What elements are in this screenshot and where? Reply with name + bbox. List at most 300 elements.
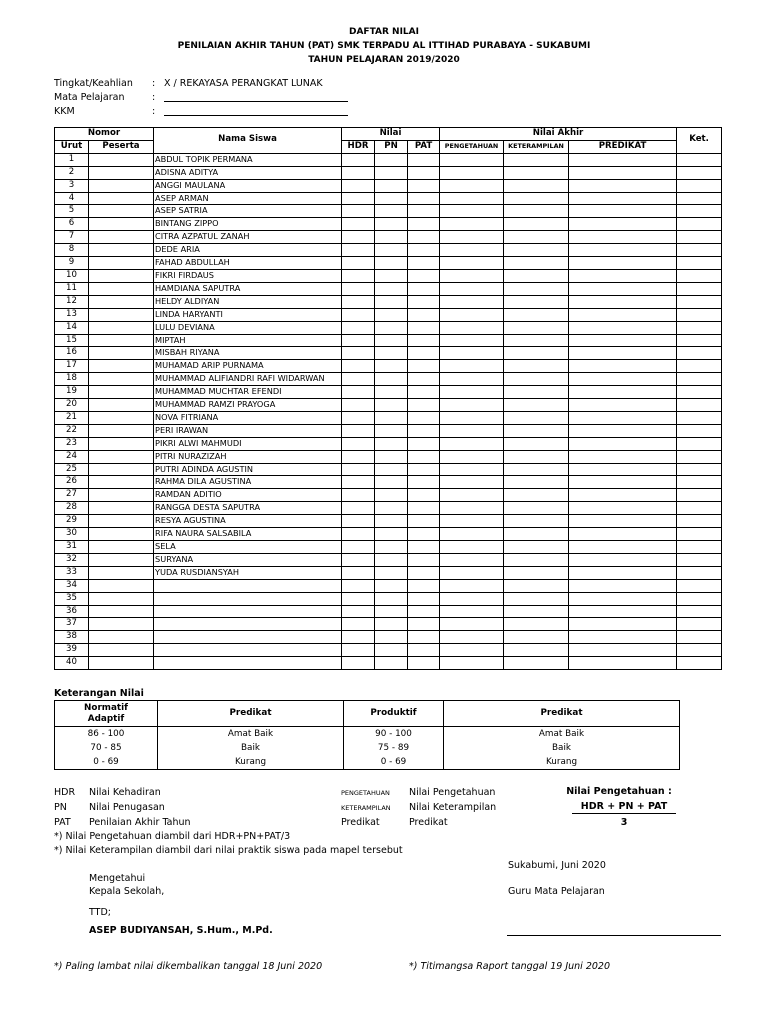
keterangan-row <box>55 755 680 770</box>
footer-note-left: *) Paling lambat nilai dikembalikan tanggal 18 Juni 2020 <box>54 961 323 972</box>
pat-cell <box>408 334 440 347</box>
peserta-cell <box>89 231 154 244</box>
pat-cell <box>408 257 440 270</box>
peserta-cell <box>89 334 154 347</box>
produktif-predikat: Kurang <box>444 755 680 770</box>
table-row <box>55 437 722 450</box>
urut-cell: 14 <box>55 321 89 334</box>
info-tingkat <box>54 78 354 90</box>
predikat-cell <box>569 450 677 463</box>
peserta-cell <box>89 411 154 424</box>
nama-siswa-cell: NOVA FITRIANA <box>154 411 342 424</box>
pn-cell <box>375 657 408 670</box>
pn-cell <box>375 566 408 579</box>
nama-siswa-cell: YUDA RUSDIANSYAH <box>154 566 342 579</box>
nama-siswa-cell: RANGGA DESTA SAPUTRA <box>154 502 342 515</box>
nama-siswa-cell: SELA <box>154 541 342 554</box>
hdr-cell <box>342 166 375 179</box>
predikat-cell <box>569 566 677 579</box>
pat-cell <box>408 566 440 579</box>
hdr-cell <box>342 605 375 618</box>
nama-siswa-cell: ASEP ARMAN <box>154 192 342 205</box>
pengetahuan-cell <box>440 166 504 179</box>
keterampilan-cell <box>504 424 569 437</box>
urut-cell: 23 <box>55 437 89 450</box>
peserta-cell <box>89 321 154 334</box>
normatif-predikat: Kurang <box>158 755 344 770</box>
predikat-cell <box>569 592 677 605</box>
peserta-cell <box>89 657 154 670</box>
ket-cell <box>677 399 722 412</box>
ket-cell <box>677 269 722 282</box>
keterampilan-cell <box>504 153 569 166</box>
pat-cell <box>408 450 440 463</box>
ket-header-predikat: Predikat <box>158 701 344 727</box>
peserta-cell <box>89 153 154 166</box>
urut-cell: 27 <box>55 489 89 502</box>
urut-cell: 10 <box>55 269 89 282</box>
pn-cell <box>375 463 408 476</box>
predikat-cell <box>569 373 677 386</box>
header-keterampilan: KETERAMPILAN <box>504 140 569 153</box>
hdr-cell <box>342 515 375 528</box>
pengetahuan-cell <box>440 347 504 360</box>
legend-pn-text: Nilai Penugasan <box>89 802 165 813</box>
keterampilan-cell <box>504 605 569 618</box>
grade-table <box>54 127 722 670</box>
peserta-cell <box>89 179 154 192</box>
table-row <box>55 179 722 192</box>
urut-cell: 7 <box>55 231 89 244</box>
ket-cell <box>677 605 722 618</box>
pengetahuan-cell <box>440 231 504 244</box>
table-row <box>55 244 722 257</box>
normatif-range: 70 - 85 <box>55 741 158 755</box>
keterampilan-cell <box>504 644 569 657</box>
ket-cell <box>677 579 722 592</box>
kkm-label: KKM <box>54 106 75 117</box>
pat-cell <box>408 411 440 424</box>
urut-cell: 6 <box>55 218 89 231</box>
keterampilan-cell <box>504 308 569 321</box>
header-pat: PAT <box>408 140 440 153</box>
teacher-signature-line <box>507 935 721 936</box>
ket-cell <box>677 257 722 270</box>
peserta-cell <box>89 295 154 308</box>
nama-siswa-cell: MUHAMMAD ALIFIANDRI RAFI WIDARWAN <box>154 373 342 386</box>
pn-cell <box>375 450 408 463</box>
ket-cell <box>677 489 722 502</box>
peserta-cell <box>89 502 154 515</box>
pn-cell <box>375 424 408 437</box>
header-nilai: Nilai <box>342 128 440 141</box>
predikat-cell <box>569 411 677 424</box>
pengetahuan-cell <box>440 321 504 334</box>
keterangan-table <box>54 700 680 770</box>
nama-siswa-cell: MISBAH RIYANA <box>154 347 342 360</box>
peserta-cell <box>89 347 154 360</box>
hdr-cell <box>342 282 375 295</box>
pn-cell <box>375 257 408 270</box>
table-row <box>55 411 722 424</box>
urut-cell: 3 <box>55 179 89 192</box>
header-nama-siswa: Nama Siswa <box>154 128 342 154</box>
legend-pat-text: Penilaian Akhir Tahun <box>89 817 191 828</box>
predikat-cell <box>569 631 677 644</box>
pengetahuan-cell <box>440 373 504 386</box>
peserta-cell <box>89 579 154 592</box>
hdr-cell <box>342 386 375 399</box>
peserta-cell <box>89 476 154 489</box>
ttd-label: TTD; <box>89 907 111 918</box>
pat-cell <box>408 605 440 618</box>
hdr-cell <box>342 153 375 166</box>
pengetahuan-cell <box>440 257 504 270</box>
header-peserta: Peserta <box>89 140 154 153</box>
nama-siswa-cell: CITRA AZPATUL ZANAH <box>154 231 342 244</box>
peserta-cell <box>89 360 154 373</box>
urut-cell: 17 <box>55 360 89 373</box>
pat-cell <box>408 269 440 282</box>
pengetahuan-cell <box>440 592 504 605</box>
peserta-cell <box>89 373 154 386</box>
ket-cell <box>677 308 722 321</box>
pengetahuan-cell <box>440 476 504 489</box>
pat-cell <box>408 231 440 244</box>
pn-cell <box>375 515 408 528</box>
hdr-cell <box>342 489 375 502</box>
footer-note-right: *) Titimangsa Raport tanggal 19 Juni 2020 <box>409 961 611 972</box>
pn-cell <box>375 411 408 424</box>
pn-cell <box>375 644 408 657</box>
ket-cell <box>677 347 722 360</box>
predikat-cell <box>569 644 677 657</box>
place-date: Sukabumi, Juni 2020 <box>508 860 606 871</box>
urut-cell: 9 <box>55 257 89 270</box>
pengetahuan-cell <box>440 553 504 566</box>
table-row <box>55 541 722 554</box>
table-row <box>55 373 722 386</box>
keterampilan-cell <box>504 295 569 308</box>
hdr-cell <box>342 528 375 541</box>
legend-pred-text: Predikat <box>409 817 448 828</box>
pengetahuan-cell <box>440 308 504 321</box>
ket-cell <box>677 373 722 386</box>
pat-cell <box>408 476 440 489</box>
table-row <box>55 218 722 231</box>
header-hdr: HDR <box>342 140 375 153</box>
urut-cell: 15 <box>55 334 89 347</box>
ket-header-normatif <box>55 701 158 727</box>
table-row <box>55 450 722 463</box>
pn-cell <box>375 605 408 618</box>
ket-cell <box>677 553 722 566</box>
ket-cell <box>677 592 722 605</box>
pengetahuan-cell <box>440 631 504 644</box>
peserta-cell <box>89 437 154 450</box>
pn-cell <box>375 373 408 386</box>
pat-cell <box>408 424 440 437</box>
pat-cell <box>408 218 440 231</box>
keterampilan-cell <box>504 463 569 476</box>
urut-cell: 28 <box>55 502 89 515</box>
pat-cell <box>408 347 440 360</box>
predikat-cell <box>569 424 677 437</box>
ket-cell <box>677 244 722 257</box>
table-row <box>55 644 722 657</box>
ket-cell <box>677 515 722 528</box>
urut-cell: 22 <box>55 424 89 437</box>
predikat-cell <box>569 386 677 399</box>
urut-cell: 24 <box>55 450 89 463</box>
pengetahuan-cell <box>440 541 504 554</box>
normatif-predikat: Baik <box>158 741 344 755</box>
table-row <box>55 424 722 437</box>
keterampilan-cell <box>504 373 569 386</box>
keterampilan-cell <box>504 257 569 270</box>
info-kkm <box>54 106 354 118</box>
nama-siswa-cell: RAHMA DILA AGUSTINA <box>154 476 342 489</box>
pengetahuan-cell <box>440 437 504 450</box>
table-row <box>55 463 722 476</box>
urut-cell: 32 <box>55 553 89 566</box>
nama-siswa-cell: SURYANA <box>154 553 342 566</box>
nama-siswa-cell <box>154 644 342 657</box>
header-pengetahuan: PENGETAHUAN <box>440 140 504 153</box>
ket-header-normatif-line1: Normatif <box>84 702 128 713</box>
keterampilan-cell <box>504 321 569 334</box>
kkm-blank-line <box>164 115 348 116</box>
pengetahuan-cell <box>440 644 504 657</box>
pat-cell <box>408 399 440 412</box>
keterampilan-cell <box>504 553 569 566</box>
urut-cell: 11 <box>55 282 89 295</box>
ket-cell <box>677 463 722 476</box>
principal-name: ASEP BUDIYANSAH, S.Hum., M.Pd. <box>89 925 273 936</box>
pat-cell <box>408 321 440 334</box>
predikat-cell <box>569 657 677 670</box>
table-row <box>55 257 722 270</box>
hdr-cell <box>342 502 375 515</box>
nama-siswa-cell: LINDA HARYANTI <box>154 308 342 321</box>
legend-pred-abbr: Predikat <box>341 817 380 828</box>
pat-cell <box>408 308 440 321</box>
table-row <box>55 618 722 631</box>
table-row <box>55 528 722 541</box>
nama-siswa-cell: MUHAMMAD MUCHTAR EFENDI <box>154 386 342 399</box>
urut-cell: 1 <box>55 153 89 166</box>
hdr-cell <box>342 269 375 282</box>
keterampilan-cell <box>504 192 569 205</box>
formula-denominator: 3 <box>620 817 628 828</box>
peserta-cell <box>89 244 154 257</box>
ket-cell <box>677 282 722 295</box>
predikat-cell <box>569 399 677 412</box>
formula-title: Nilai Pengetahuan : <box>566 786 672 797</box>
keterampilan-cell <box>504 566 569 579</box>
hdr-cell <box>342 244 375 257</box>
peserta-cell <box>89 257 154 270</box>
predikat-cell <box>569 295 677 308</box>
normatif-predikat: Amat Baik <box>158 727 344 742</box>
keterangan-row <box>55 741 680 755</box>
ket-header-predikat-2: Predikat <box>444 701 680 727</box>
keterangan-body <box>55 727 680 770</box>
urut-cell: 39 <box>55 644 89 657</box>
grade-table-body <box>55 153 722 669</box>
normatif-range: 0 - 69 <box>55 755 158 770</box>
nama-siswa-cell <box>154 592 342 605</box>
keterampilan-cell <box>504 489 569 502</box>
ket-cell <box>677 657 722 670</box>
urut-cell: 35 <box>55 592 89 605</box>
predikat-cell <box>569 605 677 618</box>
nama-siswa-cell: ADISNA ADITYA <box>154 166 342 179</box>
ket-cell <box>677 360 722 373</box>
pengetahuan-cell <box>440 386 504 399</box>
pengetahuan-cell <box>440 515 504 528</box>
pat-cell <box>408 386 440 399</box>
pat-cell <box>408 631 440 644</box>
hdr-cell <box>342 437 375 450</box>
peserta-cell <box>89 618 154 631</box>
pengetahuan-cell <box>440 411 504 424</box>
urut-cell: 18 <box>55 373 89 386</box>
peserta-cell <box>89 553 154 566</box>
table-row <box>55 553 722 566</box>
nama-siswa-cell: MIPTAH <box>154 334 342 347</box>
pat-cell <box>408 463 440 476</box>
legend-ket-abbr: KETERAMPILAN <box>341 804 391 812</box>
ket-cell <box>677 231 722 244</box>
pat-cell <box>408 528 440 541</box>
nama-siswa-cell: HELDY ALDIYAN <box>154 295 342 308</box>
hdr-cell <box>342 295 375 308</box>
keterampilan-cell <box>504 541 569 554</box>
table-row <box>55 399 722 412</box>
colon: : <box>152 92 156 103</box>
pn-cell <box>375 321 408 334</box>
peserta-cell <box>89 192 154 205</box>
pn-cell <box>375 553 408 566</box>
pengetahuan-cell <box>440 566 504 579</box>
nama-siswa-cell: LULU DEVIANA <box>154 321 342 334</box>
predikat-cell <box>569 231 677 244</box>
hdr-cell <box>342 411 375 424</box>
predikat-cell <box>569 476 677 489</box>
pn-cell <box>375 192 408 205</box>
hdr-cell <box>342 360 375 373</box>
predikat-cell <box>569 282 677 295</box>
pengetahuan-cell <box>440 218 504 231</box>
keterampilan-cell <box>504 244 569 257</box>
predikat-cell <box>569 269 677 282</box>
pat-cell <box>408 295 440 308</box>
peserta-cell <box>89 450 154 463</box>
predikat-cell <box>569 257 677 270</box>
predikat-cell <box>569 553 677 566</box>
produktif-range: 0 - 69 <box>344 755 444 770</box>
urut-cell: 38 <box>55 631 89 644</box>
ket-cell <box>677 386 722 399</box>
keterampilan-cell <box>504 579 569 592</box>
note-pengetahuan: *) Nilai Pengetahuan diambil dari HDR+PN+PAT/3 <box>54 831 291 842</box>
nama-siswa-cell: PUTRI ADINDA AGUSTIN <box>154 463 342 476</box>
urut-cell: 19 <box>55 386 89 399</box>
hdr-cell <box>342 424 375 437</box>
table-row <box>55 386 722 399</box>
peserta-cell <box>89 166 154 179</box>
nama-siswa-cell: DEDE ARIA <box>154 244 342 257</box>
predikat-cell <box>569 153 677 166</box>
nama-siswa-cell <box>154 618 342 631</box>
keterampilan-cell <box>504 502 569 515</box>
legend-hdr-abbr: HDR <box>54 787 76 798</box>
ket-header-produktif: Produktif <box>344 701 444 727</box>
pat-cell <box>408 179 440 192</box>
pn-cell <box>375 347 408 360</box>
ket-cell <box>677 321 722 334</box>
ket-cell <box>677 192 722 205</box>
peserta-cell <box>89 566 154 579</box>
ket-cell <box>677 566 722 579</box>
predikat-cell <box>569 618 677 631</box>
hdr-cell <box>342 308 375 321</box>
nama-siswa-cell: FAHAD ABDULLAH <box>154 257 342 270</box>
pengetahuan-cell <box>440 579 504 592</box>
hdr-cell <box>342 192 375 205</box>
table-row <box>55 153 722 166</box>
keterampilan-cell <box>504 334 569 347</box>
table-row <box>55 476 722 489</box>
nama-siswa-cell <box>154 579 342 592</box>
urut-cell: 26 <box>55 476 89 489</box>
nama-siswa-cell: RESYA AGUSTINA <box>154 515 342 528</box>
legend-pat-abbr: PAT <box>54 817 71 828</box>
pn-cell <box>375 618 408 631</box>
nama-siswa-cell: HAMDIANA SAPUTRA <box>154 282 342 295</box>
ket-cell <box>677 166 722 179</box>
table-row <box>55 166 722 179</box>
keterampilan-cell <box>504 657 569 670</box>
header-urut: Urut <box>55 140 89 153</box>
pengetahuan-cell <box>440 502 504 515</box>
urut-cell: 34 <box>55 579 89 592</box>
peserta-cell <box>89 528 154 541</box>
peserta-cell <box>89 592 154 605</box>
peserta-cell <box>89 463 154 476</box>
nama-siswa-cell: FIKRI FIRDAUS <box>154 269 342 282</box>
keterampilan-cell <box>504 528 569 541</box>
urut-cell: 40 <box>55 657 89 670</box>
table-row <box>55 515 722 528</box>
predikat-cell <box>569 360 677 373</box>
table-row <box>55 282 722 295</box>
produktif-predikat: Amat Baik <box>444 727 680 742</box>
nama-siswa-cell: ABDUL TOPIK PERMANA <box>154 153 342 166</box>
urut-cell: 36 <box>55 605 89 618</box>
normatif-range: 86 - 100 <box>55 727 158 742</box>
pn-cell <box>375 244 408 257</box>
ket-cell <box>677 218 722 231</box>
peserta-cell <box>89 399 154 412</box>
hdr-cell <box>342 257 375 270</box>
predikat-cell <box>569 244 677 257</box>
pn-cell <box>375 295 408 308</box>
hdr-cell <box>342 476 375 489</box>
hdr-cell <box>342 553 375 566</box>
table-row <box>55 347 722 360</box>
